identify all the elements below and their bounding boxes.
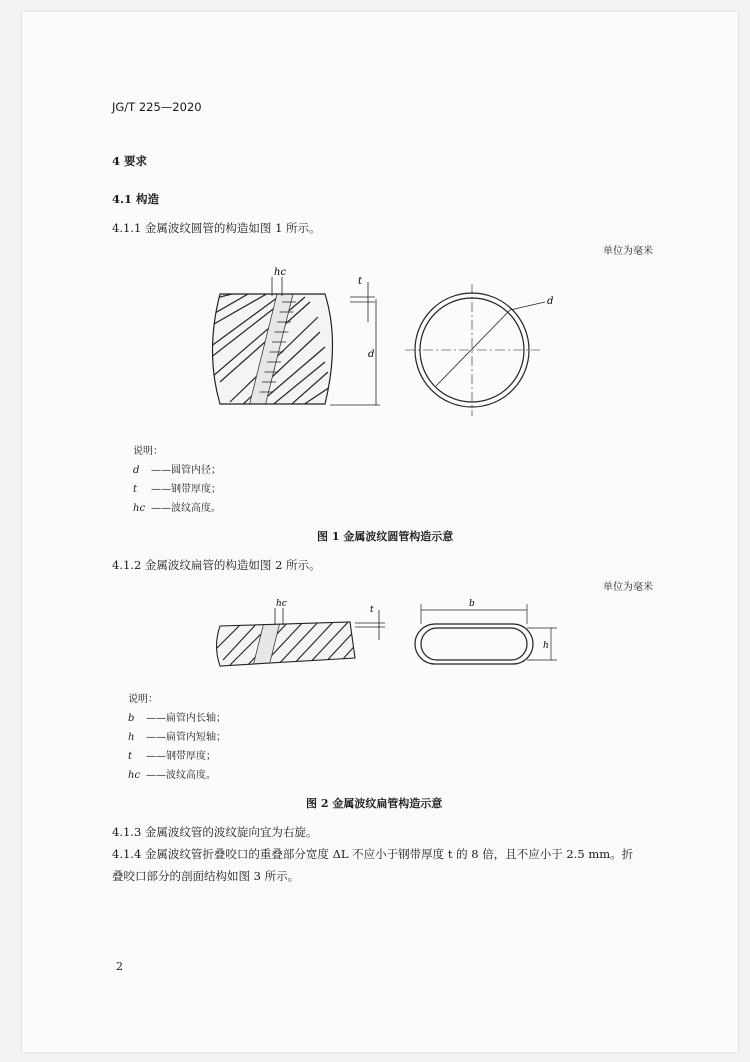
fig1-t-label: t <box>358 276 363 287</box>
fig2-t-label: t <box>370 605 374 615</box>
page-number: 2 <box>116 960 123 973</box>
section-4-1-title: 4.1 构造 <box>112 192 160 206</box>
fig2-h-label: h <box>543 641 549 651</box>
fig2-caption: 图 2 金属波纹扁管构造示意 <box>306 797 443 810</box>
clause-4-1-4-line2: 叠咬口部分的剖面结构如图 3 所示。 <box>112 869 300 883</box>
fig1-hc-label: hc <box>274 267 287 278</box>
clause-4-1-2: 4.1.2 金属波纹扁管的构造如图 2 所示。 <box>112 558 321 572</box>
fig1-legend-item: d ——圆管内径； <box>133 465 221 476</box>
fig2-hc-label: hc <box>276 599 287 609</box>
fig1-d-label-left: d <box>368 349 375 360</box>
section-4-title: 4 要求 <box>112 154 148 168</box>
fig1-caption: 图 1 金属波纹圆管构造示意 <box>317 530 454 543</box>
fig1-d-label-right: d <box>547 296 554 307</box>
fig2-legend-item: h ——扁管内短轴； <box>128 732 226 743</box>
clause-4-1-1: 4.1.1 金属波纹圆管的构造如图 1 所示。 <box>112 221 321 235</box>
fig2-unit-note: 单位为毫米 <box>603 582 653 593</box>
fig1-legend-item: hc ——波纹高度。 <box>133 503 221 514</box>
fig2-legend-item: t ——钢带厚度； <box>128 751 216 762</box>
standard-code: JG/T 225—2020 <box>112 100 202 114</box>
fig1-legend-item: t ——钢带厚度； <box>133 484 221 495</box>
fig2-b-label: b <box>469 599 475 609</box>
fig1-legend-title: 说明： <box>133 446 163 457</box>
fig2-legend-item: b ——扁管内长轴； <box>128 713 226 724</box>
clause-4-1-4-line1: 4.1.4 金属波纹管折叠咬口的重叠部分宽度 ΔL 不应小于钢带厚度 t 的 8 倍，且不应小于 2.5 mm。折 <box>112 847 634 861</box>
fig1-unit-note: 单位为毫米 <box>603 246 653 257</box>
fig2-legend-item: hc ——波纹高度。 <box>128 770 216 781</box>
clause-4-1-3: 4.1.3 金属波纹管的波纹旋向宜为右旋。 <box>112 825 318 839</box>
fig2-drawing <box>205 590 565 670</box>
fig1-drawing <box>200 262 560 422</box>
fig2-legend-title: 说明： <box>128 694 158 705</box>
